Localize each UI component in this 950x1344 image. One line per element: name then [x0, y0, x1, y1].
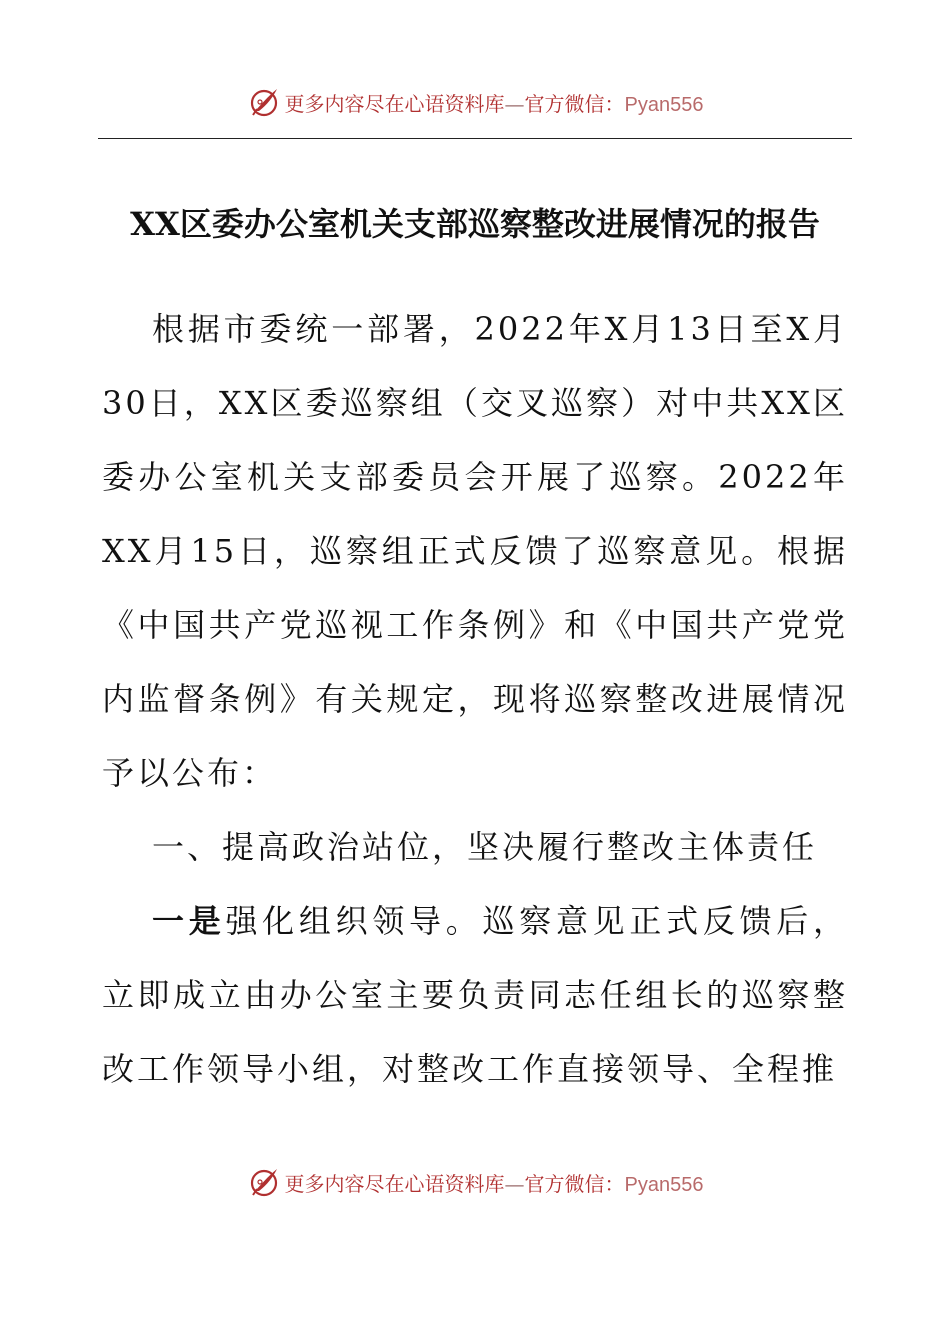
point-paragraph [102, 884, 848, 1106]
header-divider [98, 138, 852, 139]
footer-watermark [0, 1162, 950, 1202]
watermark-wechat-id: Pyan556 [624, 1173, 704, 1196]
watermark-group [247, 85, 704, 119]
section-heading: 一、提高政治站位，坚决履行整改主体责任 [152, 828, 818, 866]
document-body [102, 292, 848, 1106]
watermark-wechat-label: 官方微信： [524, 91, 625, 116]
watermark-site-text: 更多内容尽在心语资料库 [284, 91, 505, 116]
watermark-group [247, 1165, 704, 1199]
intro-paragraph: 根据市委统一部署，2022年X月13日至X月30日，XX区委巡察组（交叉巡察）对中共XX区委办公室机关支部委员会开展了巡察。2022年XX月15日，巡察组正式反馈了巡察意见。根据《中国共产党巡视工作条例》和《中国共产党党内监督条例》有关规定，现将巡察整改进展情况予以公布： [102, 310, 848, 792]
document-title: XX区委办公室机关支部巡察整改进展情况的报告 [130, 205, 820, 243]
watermark-wechat-label: 官方微信： [524, 1171, 625, 1196]
watermark-site-text: 更多内容尽在心语资料库 [284, 1171, 505, 1196]
watermark-text [285, 88, 704, 117]
watermark-wechat-id: Pyan556 [624, 93, 704, 116]
point-lead: 一是 [152, 902, 226, 940]
watermark-separator: — [504, 1171, 525, 1196]
quill-pen-logo-icon [247, 85, 281, 119]
watermark-text [285, 1168, 704, 1197]
point-text: 强化组织领导。巡察意见正式反馈后，立即成立由办公室主要负责同志任组长的巡察整改工作领导小组，对整改工作直接领导、全程推 [102, 902, 848, 1088]
header-watermark [0, 82, 950, 122]
quill-pen-logo-icon [247, 1165, 281, 1199]
watermark-separator: — [504, 91, 525, 116]
